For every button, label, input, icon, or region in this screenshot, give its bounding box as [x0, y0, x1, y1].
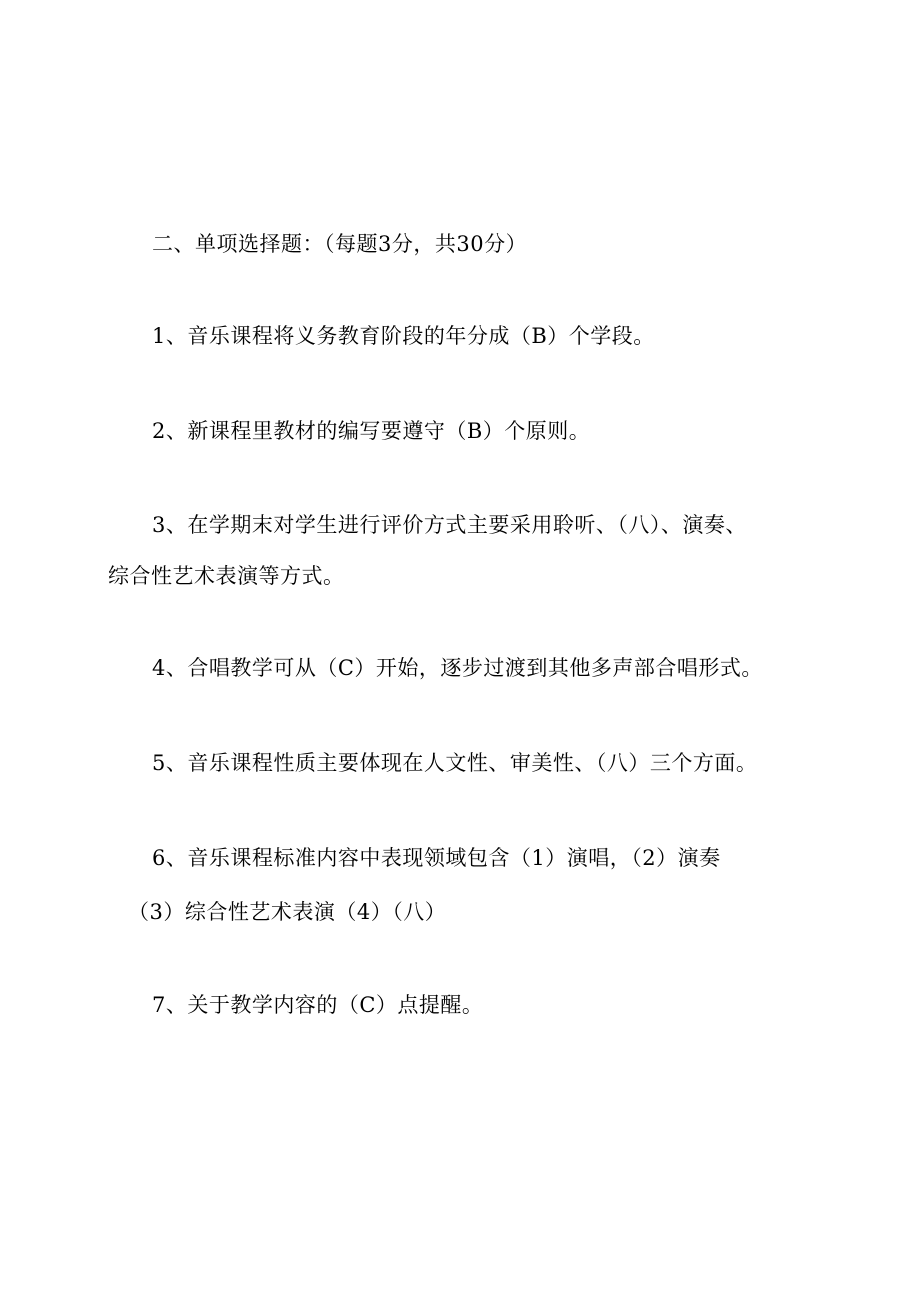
question-1: 1、音乐课程将义务教育阶段的年分成（B）个学段。	[152, 324, 655, 348]
question-7: 7、关于教学内容的（C）点提醒。	[152, 993, 484, 1017]
question-4: 4、合唱教学可从（C）开始，逐步过渡到其他多声部合唱形式。	[152, 656, 763, 680]
question-6-line-2: （3）综合性艺术表演（4）（八）	[128, 900, 447, 924]
question-3-line-2: 综合性艺术表演等方式。	[108, 564, 345, 588]
section-title: 二、单项选择题：（每题3分，共30分）	[152, 232, 528, 256]
question-5: 5、音乐课程性质主要体现在人文性、审美性、（八）三个方面。	[152, 751, 758, 775]
question-3-line-1: 3、在学期末对学生进行评价方式主要采用聆听、（八）、演奏、	[152, 513, 747, 537]
question-6-line-1: 6、音乐课程标准内容中表现领域包含（1）演唱，（2）演奏	[152, 846, 721, 870]
question-2: 2、新课程里教材的编写要遵守（B）个原则。	[152, 419, 591, 443]
